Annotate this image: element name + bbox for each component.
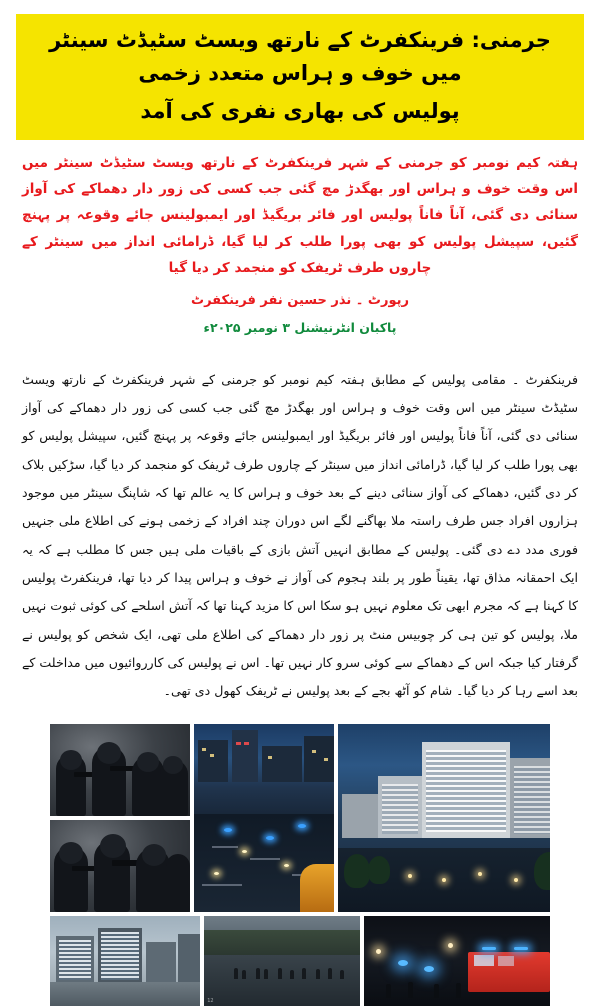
headline-line-2: پولیس کی بھاری نفری کی آمد — [140, 99, 460, 124]
collage-row-top — [50, 724, 550, 912]
byline-organisation: پاکبان انٹرنیشنل ۳ نومبر ۲۰۲۵ء — [203, 319, 397, 335]
photo-wet-road-crowd — [204, 916, 360, 1006]
byline-reporter: رپورٹ ۔ نذر حسین نفر فرینکفرٹ — [191, 293, 409, 309]
collage-left-column — [50, 724, 190, 912]
photo-caption: 12 — [207, 997, 214, 1004]
article-body: فرینکفرٹ ۔ مقامی پولیس کے مطابق ہفتہ کیم نومبر کو جرمنی کے شہر فرینکفرٹ کے نارتھ ویسٹ سٹیڈٹ سینٹر میں اس وقت خوف و ہراس اور بھگدڑ مچ گئی جب کسی کی زور دار دھماکے کی آواز سنائی دی گئی، آناً فاناً پولیس اور فائر بریگیڈ اور ایمبولینس جائے وقوعہ پر پہنچ گئیں، سپیشل پولیس کو بھی پورا طلب کر لیا گیا، ڈرامائی انداز میں سینٹر کے چاروں طرف ٹریفک کو منجمد کر دیا گیا، سڑکیں بلاک کر دی گئیں، دھماکے کی آواز سنائی دینے کے بعد خوف و ہراس کا یہ عالم تھا کہ شاپنگ سینٹر میں موجود ہزاروں افراد جس طرف راستہ ملا بھاگنے لگے اس دوران چند افراد کے زخمی ہونے کی اطلاع ملی جنہیں فوری مدد دے دی گئی۔ پولیس کے مطابق انہیں آتش بازی کے باقیات ملی ہیں جس کا مطلب ہے کہ یہ ایک احمقانہ مذاق تھا، یقیناً طور پر بلند ہجوم کی آواز نے خوف و ہراس پیدا کر دیا تھا، فرینکفرٹ پولیس کا کہنا ہے کہ مجرم ابھی تک معلوم نہیں ہو سکا اس کا مزید کہنا تھا کہ آتش اسلحے کی کوئی ثبوت نہیں ملا، پولیس کو تین ہی کر چوبیس منٹ پر زور دار دھماکے کی اطلاع ملی تھی، ایک شخص کو پولیس نے گرفتار کیا جبکہ اس کے دھماکے سے کوئی سرو کار نہیں تھا۔ اس نے پولیس کی کارروائیوں میں مداخلت کے بعد اسے رہا کر دیا گیا۔ شام کو آٹھ بجے کے بعد پولیس نے ٹریفک کھول دی تھی۔ — [21, 371, 578, 699]
photo-grey-buildings-daytime — [50, 916, 200, 1006]
collage-row-bottom — [50, 916, 550, 1006]
headline-line-1: جرمنی: فرینکفرٹ کے نارتھ ویسٹ سٹیڈٹ سینٹر میں خوف و ہراس متعدد زخمی — [49, 28, 551, 85]
headline-banner — [16, 14, 584, 140]
photo-hospital-building-dusk — [338, 724, 550, 912]
photo-swat-officers-bottom — [50, 820, 190, 912]
photo-swat-officers-top — [50, 724, 190, 816]
photo-fire-engine-night — [364, 916, 550, 1006]
photo-night-street-police — [194, 724, 334, 912]
photo-collage — [16, 724, 584, 1006]
sub-headline: ہفتہ کیم نومبر کو جرمنی کے شہر فرینکفرٹ کے نارتھ ویسٹ سٹیڈٹ سینٹر میں اس وقت خوف و ہراس اور بھگدڑ مچ گئی جب کسی کی زور دار دھماکے کی آواز سنائی دی گئی، آناً فاناً پولیس اور فائر بریگیڈ اور ایمبولینس جائے وقوعہ پر پہنچ گئیں، سپیشل پولیس کو بھی پورا طلب کر لیا گیا، ڈرامائی انداز میں سینٹر کے چاروں طرف ٹریفک کو منجمد کر دیا گیا — [22, 154, 578, 276]
byline — [16, 289, 584, 339]
